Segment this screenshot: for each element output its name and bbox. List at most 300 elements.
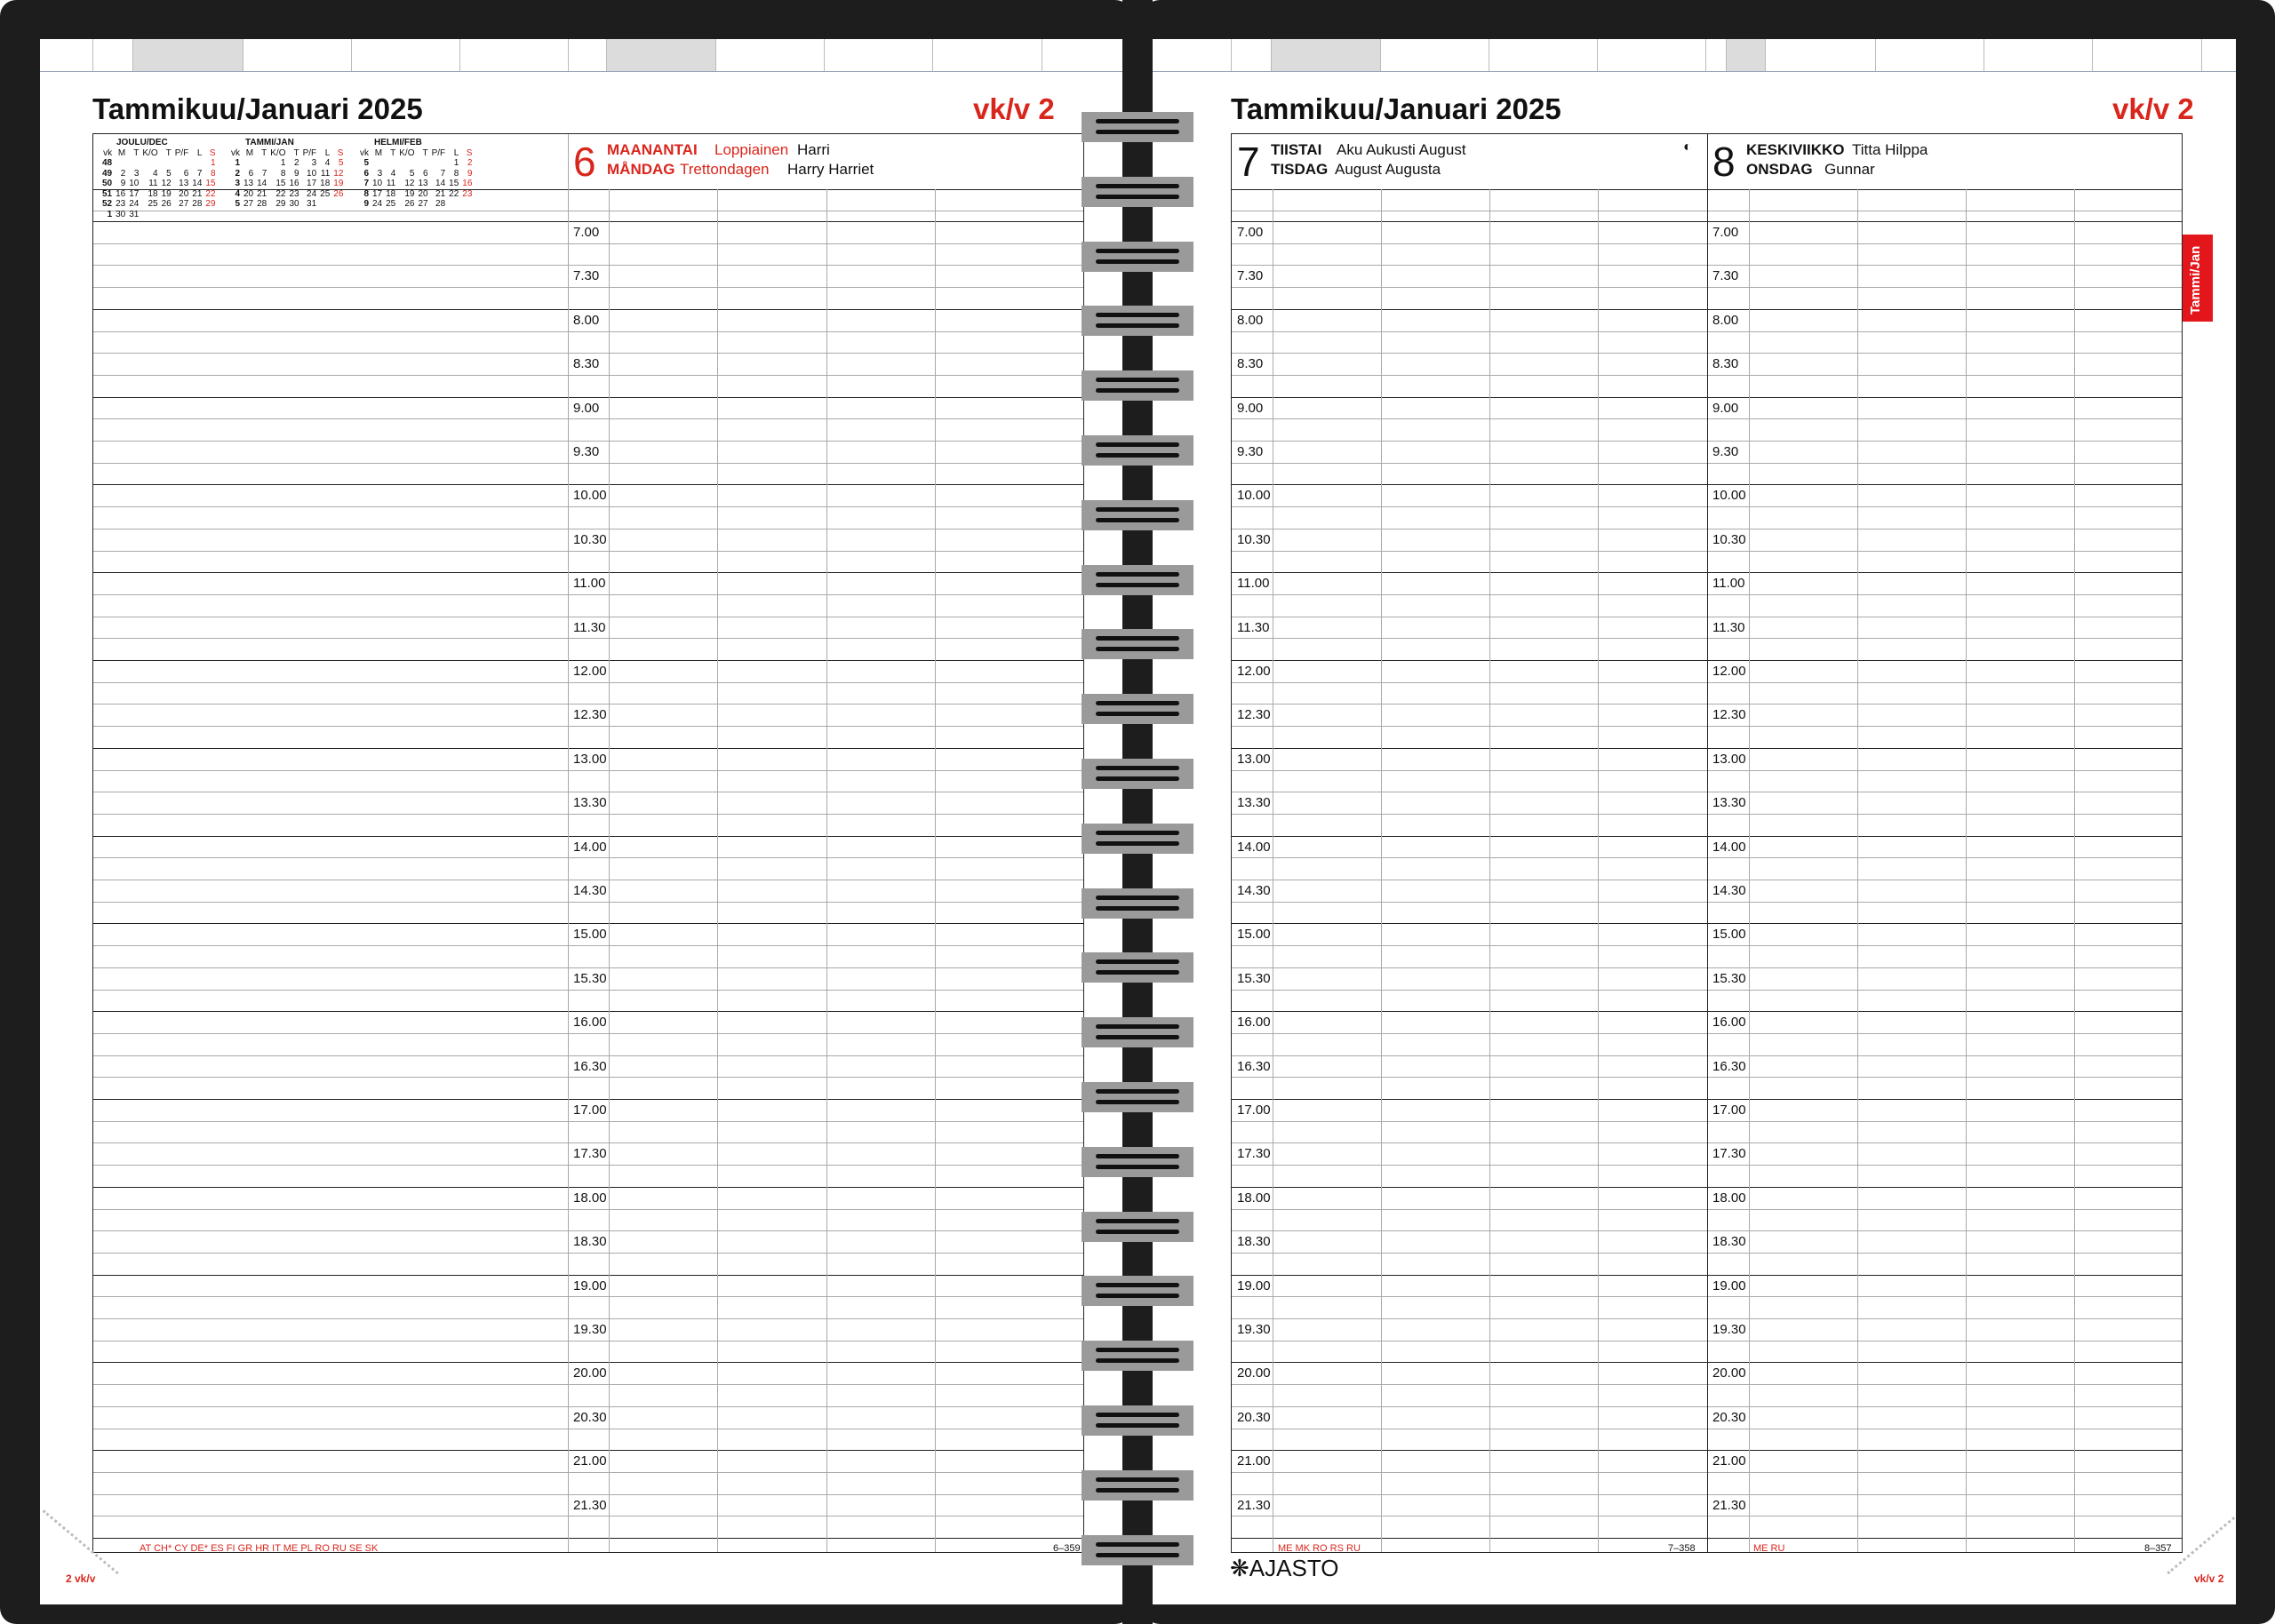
ring-wire xyxy=(1096,1154,1179,1158)
mini-day: 14 xyxy=(192,179,203,188)
mini-day: 18 xyxy=(320,179,331,188)
mini-weekday: P/F xyxy=(302,147,317,158)
ring-wire xyxy=(1096,1100,1179,1104)
time-label: 9.00 xyxy=(573,400,600,416)
time-label: 7.00 xyxy=(573,225,600,240)
mini-day: 4 xyxy=(153,168,158,179)
mini-weekday: T xyxy=(165,147,172,158)
time-label: 11.00 xyxy=(1237,576,1270,592)
mini-weekday: P/F xyxy=(174,147,189,158)
ring-wire xyxy=(1096,896,1179,900)
time-label: 21.30 xyxy=(573,1497,607,1513)
time-label: 14.00 xyxy=(573,839,607,855)
mini-week-number: 1 xyxy=(235,158,240,168)
column-line xyxy=(1489,189,1490,1552)
strip-cell xyxy=(1765,39,1875,71)
column-line xyxy=(1749,189,1750,1552)
mini-weekday: S xyxy=(209,147,216,158)
ring-plate xyxy=(1082,565,1193,595)
mini-day xyxy=(160,210,173,220)
page-title: Tammikuu/Januari 2025 xyxy=(92,92,423,125)
day-number: 7 xyxy=(1237,139,1260,185)
mini-day: 11 xyxy=(386,179,396,188)
time-label: 15.00 xyxy=(1237,927,1271,943)
mini-day: 6 xyxy=(423,168,428,179)
time-label: 12.30 xyxy=(1237,707,1271,723)
mini-day xyxy=(173,158,191,169)
time-label: 20.30 xyxy=(1237,1409,1271,1425)
strip-cell xyxy=(459,39,568,71)
time-label: 14.30 xyxy=(1237,883,1271,898)
ring-wire xyxy=(1096,1358,1179,1363)
strip-cell xyxy=(351,39,459,71)
mini-day: 1 xyxy=(280,158,286,168)
mini-weekday: vk xyxy=(360,147,369,158)
mini-calendar xyxy=(229,138,345,210)
mini-week-number: 52 xyxy=(102,199,113,209)
mini-day: 9 xyxy=(294,168,299,179)
mini-day: 18 xyxy=(386,188,396,199)
mini-weekday: vk xyxy=(103,147,113,158)
top-strip xyxy=(40,39,1124,72)
ring-wire xyxy=(1096,184,1179,188)
strip-cell xyxy=(824,39,932,71)
ring-wire xyxy=(1096,831,1179,835)
corner-week-label: vk/v 2 xyxy=(2194,1572,2224,1585)
ring-plate xyxy=(1082,1405,1193,1436)
mini-week-number: 50 xyxy=(102,179,113,188)
top-strip xyxy=(1153,39,2236,72)
ring-plate xyxy=(1082,1082,1193,1112)
mini-day: 21 xyxy=(257,188,267,199)
logo-text: AJASTO xyxy=(1249,1555,1339,1581)
time-label: 13.00 xyxy=(1712,751,1746,767)
time-label: 14.00 xyxy=(1712,839,1746,855)
mini-day xyxy=(190,210,204,220)
mini-day: 21 xyxy=(192,188,203,199)
ring-wire xyxy=(1096,388,1179,393)
ring-wire xyxy=(1096,1219,1179,1223)
mini-weekday: K/O xyxy=(142,147,158,158)
mini-week-number: 8 xyxy=(363,188,369,199)
ring-wire xyxy=(1096,1035,1179,1039)
strip-cell xyxy=(1726,39,1765,71)
mini-day: 13 xyxy=(179,179,189,188)
right-page xyxy=(1153,39,2236,1604)
mini-day: 21 xyxy=(435,188,446,199)
mini-day: 23 xyxy=(116,199,126,209)
mini-day: 7 xyxy=(261,168,267,179)
time-label: 15.30 xyxy=(1712,970,1746,986)
mini-day: 28 xyxy=(257,199,267,209)
mini-day: 14 xyxy=(435,179,446,188)
names-fi: Titta Hilppa xyxy=(1852,141,1928,158)
ring-wire xyxy=(1096,636,1179,641)
logo-icon: ❋ xyxy=(1230,1555,1249,1581)
time-label: 11.30 xyxy=(1237,619,1270,635)
time-label: 20.00 xyxy=(1237,1365,1271,1381)
time-label: 13.30 xyxy=(1237,795,1271,811)
strip-cell xyxy=(1705,39,1726,71)
mini-day: 18 xyxy=(148,188,158,199)
ring-wire xyxy=(1096,970,1179,975)
column-line xyxy=(1966,189,1967,1552)
ring-wire xyxy=(1096,1089,1179,1094)
mini-day: 26 xyxy=(333,188,344,199)
time-label: 13.00 xyxy=(1237,751,1271,767)
ring-wire xyxy=(1096,1230,1179,1234)
strip-cell xyxy=(1271,39,1380,71)
mini-calendar xyxy=(358,138,474,210)
mini-day: 25 xyxy=(148,199,158,209)
time-label: 17.30 xyxy=(573,1146,607,1162)
strip-cell xyxy=(1875,39,1984,71)
mini-day: 8 xyxy=(453,168,459,179)
time-label: 13.30 xyxy=(573,795,607,811)
time-label: 18.00 xyxy=(573,1190,607,1206)
mini-day xyxy=(430,158,448,169)
mini-calendar-table xyxy=(100,138,218,219)
day-name-fi: KESKIVIIKKO xyxy=(1746,141,1845,158)
day-header-6 xyxy=(568,134,1085,189)
mini-day: 6 xyxy=(183,168,189,179)
mini-day: 31 xyxy=(129,209,140,219)
time-label: 7.30 xyxy=(1237,268,1264,284)
mini-calendar-table xyxy=(229,138,345,210)
mini-weekday: L xyxy=(324,147,331,158)
time-label: 9.00 xyxy=(1237,400,1264,416)
time-label: 17.30 xyxy=(1712,1146,1746,1162)
time-label: 19.30 xyxy=(1712,1322,1746,1337)
names-sv: Harry Harriet xyxy=(787,161,874,178)
day-of-year: 8–357 xyxy=(2144,1543,2172,1554)
mini-week-number: 9 xyxy=(363,199,369,209)
time-label: 21.00 xyxy=(573,1453,607,1469)
ring-wire xyxy=(1096,1423,1179,1428)
ring-plate xyxy=(1082,112,1193,142)
mini-week-number: 7 xyxy=(363,179,369,188)
ring-wire xyxy=(1096,1553,1179,1557)
week-grid-left xyxy=(92,133,1084,1553)
time-label: 18.00 xyxy=(1237,1190,1271,1206)
day-name-sv: ONSDAG xyxy=(1746,161,1813,178)
mini-day: 6 xyxy=(248,168,254,179)
holiday-fi: Loppiainen xyxy=(714,141,789,158)
country-codes: ME MK RO RS RU xyxy=(1278,1543,1361,1554)
column-line xyxy=(1381,189,1382,1552)
mini-day xyxy=(397,158,416,169)
time-label: 20.30 xyxy=(573,1409,607,1425)
mini-day: 5 xyxy=(338,158,344,168)
names-sv: August Augusta xyxy=(1335,161,1441,178)
mini-day xyxy=(173,210,191,220)
time-label: 18.30 xyxy=(1712,1234,1746,1250)
mini-day: 20 xyxy=(418,188,428,199)
ring-plate xyxy=(1082,694,1193,724)
mini-day: 8 xyxy=(210,168,216,179)
mini-day xyxy=(242,158,255,169)
strip-cell xyxy=(1984,39,2092,71)
mini-day: 2 xyxy=(120,168,126,179)
strip-cell xyxy=(1597,39,1705,71)
day-name-fi: MAANANTAI xyxy=(607,141,698,158)
mini-day: 15 xyxy=(449,179,459,188)
mini-day: 25 xyxy=(320,188,331,199)
mini-day: 20 xyxy=(179,188,189,199)
time-label: 10.00 xyxy=(1712,488,1746,504)
mini-day xyxy=(127,158,140,169)
mini-month-title: JOULU/DEC xyxy=(116,138,168,147)
time-label: 14.00 xyxy=(1237,839,1271,855)
mini-weekday: K/O xyxy=(270,147,286,158)
mini-week-number: 5 xyxy=(235,199,240,209)
mini-week-number: 4 xyxy=(235,188,240,199)
time-label: 20.30 xyxy=(1712,1409,1746,1425)
mini-day xyxy=(255,158,268,169)
ring-wire xyxy=(1096,453,1179,458)
strip-cell xyxy=(568,39,606,71)
mini-weekday: S xyxy=(466,147,473,158)
time-label: 12.00 xyxy=(1712,664,1746,679)
mini-day: 24 xyxy=(307,188,317,199)
mini-day: 27 xyxy=(418,199,428,209)
strip-cell xyxy=(715,39,824,71)
mini-day: 23 xyxy=(462,188,473,199)
time-label: 16.30 xyxy=(573,1058,607,1074)
week-number: vk/v 2 xyxy=(973,92,1055,125)
mini-day: 17 xyxy=(129,188,140,199)
mini-day xyxy=(331,199,345,210)
ring-wire xyxy=(1096,378,1179,382)
ring-wire xyxy=(1096,906,1179,911)
ring-wire xyxy=(1096,712,1179,716)
ring-plate xyxy=(1082,1147,1193,1177)
mini-week-number: 5 xyxy=(363,158,369,168)
mini-calendar-table xyxy=(358,138,474,210)
mini-weekday: T xyxy=(261,147,267,158)
time-label: 17.00 xyxy=(1712,1103,1746,1118)
ring-wire xyxy=(1096,572,1179,577)
strip-cell xyxy=(92,39,132,71)
footer-col xyxy=(568,134,569,1552)
mini-day: 9 xyxy=(467,168,473,179)
ring-wire xyxy=(1096,766,1179,770)
time-label: 19.00 xyxy=(573,1278,607,1294)
week-grid-right xyxy=(1231,133,2183,1553)
time-label: 15.00 xyxy=(573,927,607,943)
ring-wire xyxy=(1096,1413,1179,1417)
mini-day: 22 xyxy=(449,188,459,199)
time-label: 18.30 xyxy=(573,1234,607,1250)
mini-day xyxy=(140,210,159,220)
time-label: 8.30 xyxy=(1712,356,1739,372)
time-label: 11.00 xyxy=(1712,576,1745,592)
ring-wire xyxy=(1096,130,1179,134)
ring-wire xyxy=(1096,249,1179,253)
mini-weekday: S xyxy=(337,147,344,158)
mini-day xyxy=(447,199,460,210)
mini-week-number: 3 xyxy=(235,179,240,188)
ring-wire xyxy=(1096,959,1179,964)
mini-day: 12 xyxy=(161,179,172,188)
ring-plate xyxy=(1082,500,1193,530)
mini-day: 15 xyxy=(205,179,216,188)
time-label: 16.00 xyxy=(1237,1015,1271,1031)
time-label: 15.30 xyxy=(1237,970,1271,986)
mini-day: 13 xyxy=(243,179,254,188)
strip-cell xyxy=(932,39,1042,71)
ring-plate xyxy=(1082,1535,1193,1565)
time-label: 17.00 xyxy=(1237,1103,1271,1118)
time-label: 11.30 xyxy=(573,619,606,635)
names-sv: Gunnar xyxy=(1824,161,1875,178)
moon-phase-icon: ◐ xyxy=(1683,139,1692,155)
mini-day: 5 xyxy=(166,168,172,179)
mini-day: 27 xyxy=(243,199,254,209)
mini-day: 7 xyxy=(196,168,203,179)
time-label: 18.30 xyxy=(1237,1234,1271,1250)
mini-day: 10 xyxy=(129,179,140,188)
mini-day: 1 xyxy=(210,158,216,168)
day-name-sv: MÅNDAG xyxy=(607,161,675,178)
mini-month-title: HELMI/FEB xyxy=(374,138,422,147)
mini-day: 13 xyxy=(418,179,428,188)
mini-calendar xyxy=(100,138,218,219)
mini-day: 2 xyxy=(294,158,299,168)
time-label: 16.30 xyxy=(1712,1058,1746,1074)
mini-day: 7 xyxy=(440,168,446,179)
mini-day: 10 xyxy=(372,179,383,188)
ring-plate xyxy=(1082,306,1193,336)
mini-day: 5 xyxy=(409,168,415,179)
time-label: 16.30 xyxy=(1237,1058,1271,1074)
corner-week-label: 2 vk/v xyxy=(66,1572,96,1585)
ring-wire xyxy=(1096,776,1179,781)
ring-wire xyxy=(1096,1488,1179,1493)
time-label: 8.00 xyxy=(573,312,600,328)
mini-day: 12 xyxy=(404,179,415,188)
strip-cell xyxy=(132,39,243,71)
time-label: 12.30 xyxy=(573,707,607,723)
left-page xyxy=(40,39,1124,1604)
names-fi: Harri xyxy=(797,141,830,158)
time-label: 7.00 xyxy=(1712,225,1739,240)
mini-day xyxy=(384,158,397,169)
mini-day: 19 xyxy=(404,188,415,199)
mini-weekday: vk xyxy=(231,147,240,158)
mini-week-number: 49 xyxy=(102,168,113,179)
ring-wire xyxy=(1096,518,1179,522)
mini-day: 15 xyxy=(275,179,286,188)
time-label: 21.00 xyxy=(1712,1453,1746,1469)
holiday-sv: Trettondagen xyxy=(680,161,770,178)
ring-plate xyxy=(1082,1212,1193,1242)
names-fi: Aku Aukusti August xyxy=(1337,141,1466,158)
time-label: 16.00 xyxy=(573,1015,607,1031)
mini-day: 29 xyxy=(205,199,216,209)
month-side-tab-label: Tammi/Jan xyxy=(2188,245,2203,314)
ring-plate xyxy=(1082,888,1193,919)
time-label: 7.30 xyxy=(573,268,600,284)
mini-day: 22 xyxy=(275,188,286,199)
mini-weekday: L xyxy=(453,147,459,158)
mini-day: 24 xyxy=(129,199,140,209)
mini-weekday: T xyxy=(133,147,140,158)
ring-wire xyxy=(1096,583,1179,587)
time-label: 15.30 xyxy=(573,970,607,986)
time-label: 9.30 xyxy=(573,444,600,459)
time-label: 10.00 xyxy=(573,488,607,504)
mini-week-number: 6 xyxy=(363,168,369,179)
ring-wire xyxy=(1096,119,1179,123)
mini-day: 29 xyxy=(275,199,286,209)
mini-day: 2 xyxy=(467,158,473,168)
strip-cell xyxy=(1380,39,1489,71)
mini-weekday: P/F xyxy=(431,147,446,158)
time-label: 9.00 xyxy=(1712,400,1739,416)
mini-weekday: M xyxy=(245,147,254,158)
day-number: 6 xyxy=(573,139,596,185)
mini-day: 31 xyxy=(307,199,317,209)
time-label: 20.00 xyxy=(1712,1365,1746,1381)
week-number: vk/v 2 xyxy=(2112,92,2194,125)
ring-wire xyxy=(1096,259,1179,264)
column-line xyxy=(2074,189,2075,1552)
time-label: 8.30 xyxy=(573,356,600,372)
ring-plate xyxy=(1082,242,1193,272)
day-separator xyxy=(1707,134,1708,1552)
country-codes: ME RU xyxy=(1753,1543,1785,1554)
brand-logo xyxy=(1230,1555,1338,1582)
day-of-year: 6–359 xyxy=(1053,1543,1081,1554)
ring-wire xyxy=(1096,1542,1179,1547)
mini-day: 26 xyxy=(161,199,172,209)
mini-week-number: 1 xyxy=(107,209,113,219)
time-label: 7.30 xyxy=(1712,268,1739,284)
day-name-fi: TIISTAI xyxy=(1271,141,1322,158)
ring-plate xyxy=(1082,370,1193,401)
country-codes: AT CH* CY DE* ES FI GR HR IT ME PL RO RU SE SK xyxy=(140,1543,379,1554)
time-label: 13.30 xyxy=(1712,795,1746,811)
time-label: 10.00 xyxy=(1237,488,1271,504)
time-label: 17.30 xyxy=(1237,1146,1271,1162)
column-line xyxy=(717,189,718,1552)
month-side-tab[interactable] xyxy=(2183,235,2213,322)
mini-weekday: T xyxy=(422,147,428,158)
time-label: 16.00 xyxy=(1712,1015,1746,1031)
column-line xyxy=(1598,189,1599,1552)
mini-weekday: T xyxy=(293,147,299,158)
time-label: 20.00 xyxy=(573,1365,607,1381)
mini-day: 22 xyxy=(205,188,216,199)
mini-weekday: M xyxy=(117,147,126,158)
mini-day: 20 xyxy=(243,188,254,199)
mini-day: 16 xyxy=(462,179,473,188)
day-number: 8 xyxy=(1712,139,1736,185)
mini-weekday: T xyxy=(390,147,396,158)
mini-day: 30 xyxy=(116,209,126,219)
mini-day xyxy=(190,158,204,169)
mini-week-number: 2 xyxy=(235,168,240,179)
mini-weekday: L xyxy=(196,147,203,158)
time-label: 8.00 xyxy=(1712,312,1739,328)
mini-day: 17 xyxy=(372,188,383,199)
ring-wire xyxy=(1096,701,1179,705)
time-label: 19.30 xyxy=(1237,1322,1271,1337)
time-label: 14.30 xyxy=(573,883,607,898)
time-label: 21.00 xyxy=(1237,1453,1271,1469)
time-label: 17.00 xyxy=(573,1103,607,1118)
